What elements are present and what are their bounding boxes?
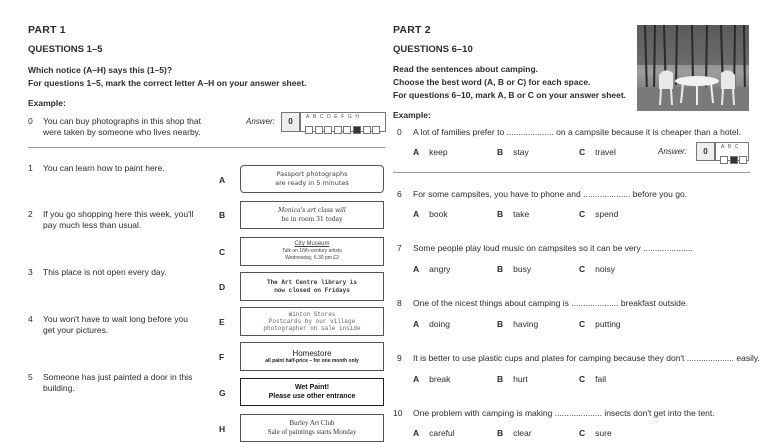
notice-F-line1: Homestore (292, 349, 332, 358)
part2-example-option-B (497, 147, 529, 157)
question-7-option-C (579, 264, 615, 274)
option-word: busy (513, 264, 532, 274)
notice-H (240, 414, 384, 442)
question-5-text-line1: Someone has just painted a door in this (43, 372, 193, 382)
notice-G (240, 378, 384, 406)
notice-E (240, 307, 384, 336)
part1-example-label: Example: (28, 98, 66, 108)
option-letter: B (497, 209, 504, 219)
option-word: take (513, 209, 530, 219)
option-letter: B (497, 374, 504, 384)
notice-H-line2: Sale of paintings starts Monday (267, 428, 357, 436)
notice-D (240, 272, 384, 301)
question-9-option-C (579, 374, 606, 384)
answer-cell (372, 126, 380, 134)
question-6-option-A (413, 209, 448, 219)
question-9-option-B (497, 374, 528, 384)
question-5-text-line2: building. (43, 383, 75, 393)
option-letter: C (579, 319, 586, 329)
option-letter: A (413, 319, 420, 329)
answer-cell (739, 156, 747, 164)
question-3-text: This place is not open every day. (43, 267, 167, 277)
part2-example-label: Example: (393, 110, 431, 120)
question-7-option-A (413, 264, 450, 274)
part1-title: PART 1 (28, 24, 66, 36)
part2-answer-number: 0 (696, 142, 715, 161)
notice-G-line1: Wet Paint! (294, 384, 330, 391)
part2-instruction-1: Read the sentences about camping. (393, 64, 539, 74)
option-letter: C (579, 209, 586, 219)
notice-H-line1: Burley Art Club (289, 419, 335, 427)
part2-answer-cells (720, 151, 749, 169)
part1-example-line1: You can buy photographs in this shop that (43, 116, 201, 126)
part2-instruction-2: Choose the best word (A, B or C) for each space. (393, 77, 591, 87)
question-10-text: One problem with camping is making .................... insects don't get into the tent. (413, 408, 715, 418)
part2-title: PART 2 (393, 24, 431, 36)
option-letter: C (579, 374, 586, 384)
notice-D-line2: now closed on Fridays (274, 286, 350, 294)
part1-example-number: 0 (28, 116, 33, 126)
answer-cell-selected (730, 156, 738, 164)
answer-cell (315, 126, 323, 134)
part2-questions-heading: QUESTIONS 6–10 (393, 44, 473, 55)
part1-instruction-2: For questions 1–5, mark the correct letter A–H on your answer sheet. (28, 78, 307, 88)
question-6-option-C (579, 209, 618, 219)
part1-questions-heading: QUESTIONS 1–5 (28, 44, 103, 55)
answer-cell (324, 126, 332, 134)
option-word: putting (595, 319, 621, 329)
option-letter: C (579, 147, 586, 157)
notice-F-line2: all paint half-price – for one month only (265, 358, 359, 364)
notice-D-letter: D (219, 282, 226, 292)
option-word: fail (595, 374, 607, 384)
question-4-text-line2: get your pictures. (43, 325, 109, 335)
part1-answer-grid (300, 112, 386, 132)
option-letter: B (497, 264, 504, 274)
option-word: hurt (513, 374, 528, 384)
answer-cell (720, 156, 728, 164)
notice-E-line2: Postcards by our village (268, 318, 356, 325)
notice-C (240, 237, 384, 266)
part1-answer-grid-letters: ABCDEFGH (306, 114, 363, 120)
notice-E-line1: Winton Stores (288, 311, 336, 318)
answer-cell (305, 126, 313, 134)
notice-C-letter: C (219, 247, 226, 257)
option-word: having (513, 319, 539, 329)
answer-cell (334, 126, 342, 134)
question-10-option-B (497, 428, 532, 438)
option-word: book (429, 209, 448, 219)
question-8-option-B (497, 319, 538, 329)
option-letter: B (497, 147, 504, 157)
part2-instruction-3: For questions 6–10, mark A, B or C on your answer sheet. (393, 90, 627, 100)
question-6-option-B (497, 209, 529, 219)
notice-F-letter: F (219, 352, 225, 362)
option-letter: B (497, 428, 504, 438)
question-4-text-line1: You won't have to wait long before you (43, 314, 188, 324)
question-10-number: 10 (393, 408, 403, 418)
notice-A-line2: are ready in 5 minutes (275, 179, 349, 187)
notice-H-letter: H (219, 424, 226, 434)
question-3-number: 3 (28, 267, 33, 277)
question-1-text: You can learn how to paint here. (43, 163, 165, 173)
option-word: angry (429, 264, 451, 274)
question-8-option-A (413, 319, 450, 329)
answer-cell-selected (353, 126, 361, 134)
part2-example-number: 0 (397, 127, 402, 137)
option-word: noisy (595, 264, 615, 274)
option-word: break (429, 374, 451, 384)
answer-cell (343, 126, 351, 134)
part1-answer-cells (305, 121, 382, 139)
option-word: sure (595, 428, 612, 438)
option-letter: A (413, 264, 420, 274)
question-7-text: Some people play loud music on campsites so it can be very ..................... (413, 243, 693, 253)
question-6-text: For some campsites, you have to phone and .................... before you go. (413, 189, 688, 199)
notice-G-line2: Please use other entrance (268, 393, 356, 400)
part1-example-line2: were taken by someone who lives nearby. (43, 127, 201, 137)
notice-C-line1: City Museum (294, 241, 330, 247)
part2-example-option-A (413, 147, 448, 157)
notice-E-letter: E (219, 317, 225, 327)
option-letter: C (579, 264, 586, 274)
notice-G-letter: G (219, 388, 226, 398)
notice-E-line3: photographer on sale inside (263, 325, 361, 332)
part2-example-text: A lot of families prefer to .................... on a campsite because it is cheaper than a hotel. (413, 127, 741, 137)
notice-B (240, 201, 384, 229)
question-6-number: 6 (397, 189, 402, 199)
option-word: spend (595, 209, 619, 219)
question-2-text-line2: pay much less than usual. (43, 220, 142, 230)
question-9-option-A (413, 374, 450, 384)
notice-B-letter: B (219, 210, 226, 220)
option-word: clear (513, 428, 532, 438)
option-word: travel (595, 147, 616, 157)
part1-divider (28, 147, 385, 148)
question-8-number: 8 (397, 298, 402, 308)
question-8-text: One of the nicest things about camping is .................... breakfast outside. (413, 298, 688, 308)
camping-photo-image (637, 25, 749, 111)
option-letter: B (497, 319, 504, 329)
option-word: doing (429, 319, 450, 329)
notice-A (240, 165, 384, 193)
question-8-option-C (579, 319, 621, 329)
question-2-text-line1: If you go shopping here this week, you'll (43, 209, 194, 219)
option-word: stay (513, 147, 529, 157)
part2-answer-grid-letters: ABC (721, 144, 743, 150)
option-word: keep (429, 147, 448, 157)
question-10-option-A (413, 428, 455, 438)
part2-example-option-C (579, 147, 616, 157)
camping-photo (637, 25, 749, 111)
option-letter: A (413, 209, 420, 219)
part1-answer-number: 0 (281, 112, 300, 132)
part2-answer-grid (715, 142, 749, 161)
option-word: careful (429, 428, 455, 438)
question-7-option-B (497, 264, 531, 274)
part2-divider (393, 172, 750, 173)
part1-answer-label: Answer: (246, 117, 275, 126)
option-letter: A (413, 147, 420, 157)
question-10-option-C (579, 428, 612, 438)
option-letter: C (579, 428, 586, 438)
notice-F (240, 342, 384, 371)
notice-A-letter: A (219, 175, 226, 185)
notice-A-line1: Passport photographs (276, 170, 348, 178)
option-letter: A (413, 428, 420, 438)
notice-B-line2: be in room 31 today (281, 216, 343, 223)
notice-C-line2: Talk on 16th-century artists (282, 248, 342, 254)
part2-answer-label: Answer: (658, 147, 687, 156)
question-7-number: 7 (397, 243, 402, 253)
notice-D-line1: The Art Centre library is (266, 278, 357, 286)
question-5-number: 5 (28, 372, 33, 382)
question-9-number: 9 (397, 353, 402, 363)
notice-C-line3: Wednesday, 6.30 pm £2 (285, 255, 339, 261)
question-4-number: 4 (28, 314, 33, 324)
notice-B-line1: Monica's art class will (278, 207, 346, 214)
question-9-text: It is better to use plastic cups and plates for camping because they don't .................... easily. (413, 353, 760, 363)
answer-cell (363, 126, 371, 134)
part1-instruction-1: Which notice (A–H) says this (1–5)? (28, 65, 173, 75)
question-2-number: 2 (28, 209, 33, 219)
question-1-number: 1 (28, 163, 33, 173)
option-letter: A (413, 374, 420, 384)
